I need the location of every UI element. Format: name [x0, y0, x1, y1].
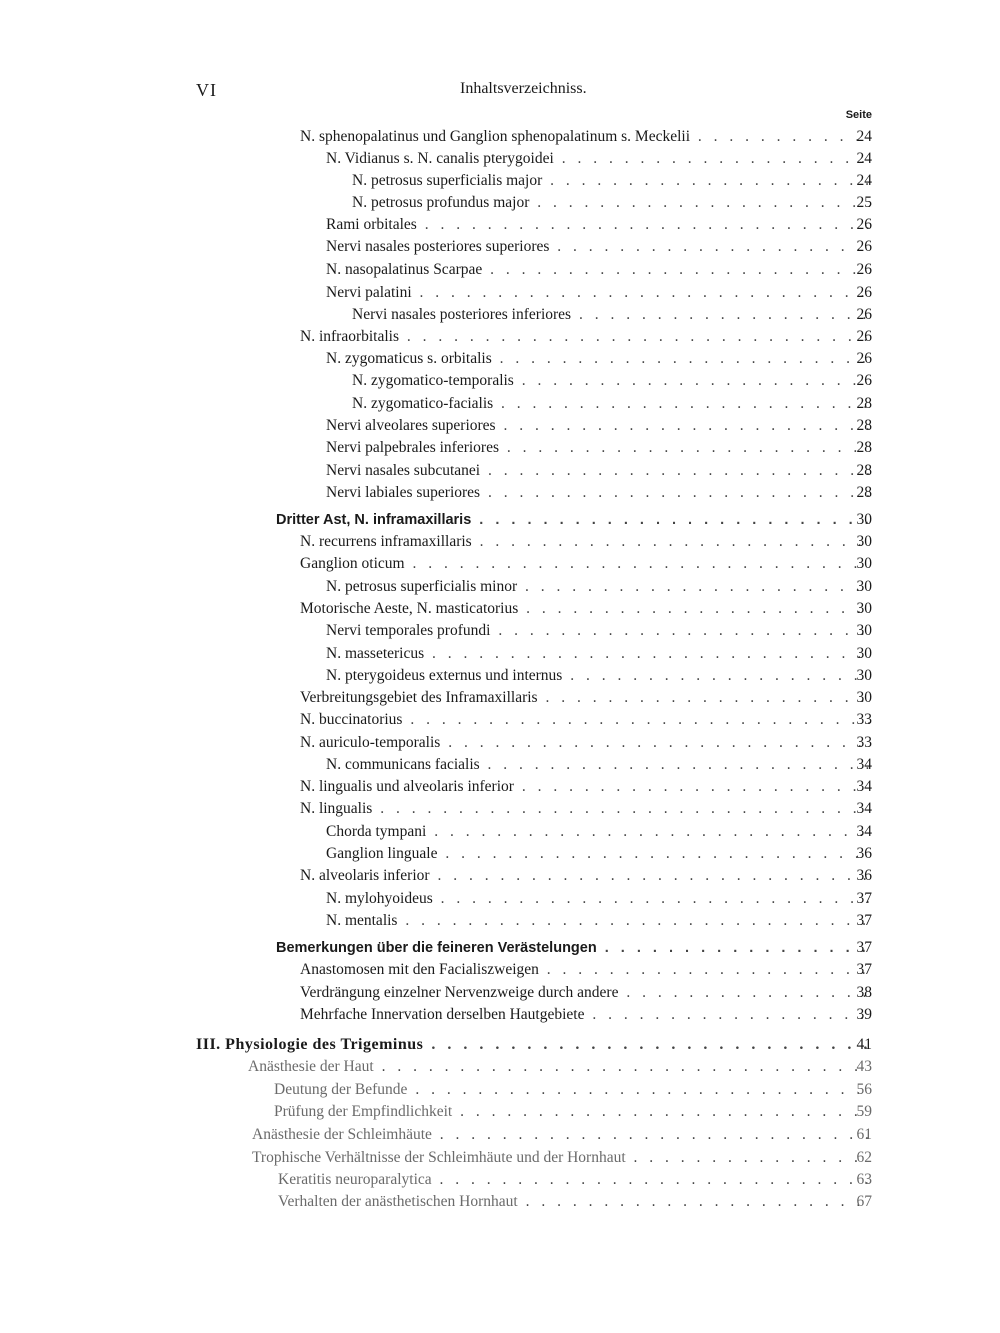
toc-entry-page: 26	[856, 306, 872, 323]
page-column-label: Seite	[845, 109, 872, 121]
toc-entry-title: N. communicans facialis . . .	[326, 754, 870, 776]
toc-entry-page: 30	[856, 578, 872, 595]
toc-entry-page: 67	[856, 1193, 872, 1210]
toc-entry	[0, 1169, 1000, 1191]
toc-entry-title: Anästhesie der Haut . . .	[248, 1056, 870, 1078]
toc-entry	[0, 665, 1000, 687]
toc-entry	[0, 126, 1000, 148]
toc-entry-page: 26	[856, 350, 872, 367]
toc-entry	[0, 598, 1000, 620]
toc-entry-title: Nervi palpebrales inferiores . . .	[326, 437, 870, 459]
toc-entry-page: 37	[856, 890, 872, 907]
toc-entry	[0, 460, 1000, 482]
toc-entry-page: 34	[856, 823, 872, 840]
toc-entry-page: 59	[856, 1103, 872, 1120]
toc-entry-page: 34	[856, 800, 872, 817]
toc-entry-page: 37	[856, 939, 872, 956]
toc-entry-page: 63	[856, 1171, 872, 1188]
toc-entry-title: Verbreitungsgebiet des Inframaxillaris . . .	[300, 687, 870, 709]
toc-entry	[0, 910, 1000, 932]
toc-entry	[0, 236, 1000, 258]
running-title: Inhaltsverzeichniss.	[460, 80, 587, 97]
toc-entry	[0, 348, 1000, 370]
toc-entry-page: 37	[856, 961, 872, 978]
toc-entry-page: 30	[856, 511, 872, 528]
toc-entry	[0, 776, 1000, 798]
toc-entry	[0, 843, 1000, 865]
toc-entry	[0, 709, 1000, 731]
toc-section-heading	[0, 937, 1000, 959]
toc-entry-title: N. buccinatorius . . .	[300, 709, 870, 731]
toc-entry-page: 30	[856, 600, 872, 617]
toc-entry-page: 38	[856, 984, 872, 1001]
toc-entry-page: 30	[856, 689, 872, 706]
toc-entry	[0, 304, 1000, 326]
toc-entry-title: N. sphenopalatinus und Ganglion sphenopalatinum s. Meckelii . . .	[300, 126, 870, 148]
toc-entry-title: N. massetericus . . .	[326, 643, 870, 665]
toc-entry-title: Motorische Aeste, N. masticatorius . . .	[300, 598, 870, 620]
toc-entry-page: 62	[856, 1149, 872, 1166]
toc-entry	[0, 482, 1000, 504]
toc-entry-page: 34	[856, 778, 872, 795]
toc-entry	[0, 1004, 1000, 1026]
toc-entry-page: 34	[856, 756, 872, 773]
toc-entry-page: 24	[856, 150, 872, 167]
toc-entry-title: Ganglion linguale . . .	[326, 843, 870, 865]
toc-entry-title: Nervi labiales superiores . . .	[326, 482, 870, 504]
toc-entry	[0, 1101, 1000, 1123]
toc-entry-title: N. zygomaticus s. orbitalis . . .	[326, 348, 870, 370]
toc-entry	[0, 1191, 1000, 1213]
toc-entry-title: Verdrängung einzelner Nervenzweige durch andere . . .	[300, 982, 870, 1004]
toc-entry-title: Keratitis neuroparalytica . . .	[278, 1169, 870, 1191]
toc-entry-page: 28	[856, 484, 872, 501]
toc-entry	[0, 982, 1000, 1004]
toc-entry	[0, 1056, 1000, 1078]
toc-entry-title: N. infraorbitalis . . .	[300, 326, 870, 348]
toc-entry	[0, 798, 1000, 820]
toc-entry-title: Nervi nasales posteriores superiores . . .	[326, 236, 870, 258]
toc-entry-page: 30	[856, 622, 872, 639]
toc-entry	[0, 393, 1000, 415]
toc-entry-title: Anästhesie der Schleimhäute . . .	[252, 1124, 870, 1146]
toc-entry-title: Nervi palatini . . .	[326, 282, 870, 304]
toc-entry-page: 30	[856, 533, 872, 550]
toc-entry-title: N. auriculo-temporalis . . .	[300, 732, 870, 754]
toc-entry	[0, 531, 1000, 553]
toc-entry-title: N. recurrens inframaxillaris . . .	[300, 531, 870, 553]
toc-entry-page: 28	[856, 417, 872, 434]
toc-entry-page: 26	[856, 261, 872, 278]
toc-entry-page: 61	[856, 1126, 872, 1143]
toc-entry-page: 41	[856, 1036, 872, 1053]
toc-entry-page: 30	[856, 555, 872, 572]
toc-entry-page: 30	[856, 645, 872, 662]
toc-entry-page: 56	[856, 1081, 872, 1098]
toc-entry-title: Nervi temporales profundi . . .	[326, 620, 870, 642]
toc-entry	[0, 170, 1000, 192]
toc-entry-title: N. lingualis und alveolaris inferior . . .	[300, 776, 870, 798]
toc-entry	[0, 326, 1000, 348]
toc-entry-title: N. alveolaris inferior . . .	[300, 865, 870, 887]
toc-entry-page: 26	[856, 284, 872, 301]
toc-entry	[0, 888, 1000, 910]
toc-section-heading	[0, 509, 1000, 531]
toc-entry-page: 33	[856, 734, 872, 751]
toc-entry-page: 24	[856, 172, 872, 189]
toc-entry-title: III. Physiologie des Trigeminus . . .	[196, 1034, 870, 1056]
toc-entry-page: 28	[856, 462, 872, 479]
toc-entry-page: 36	[856, 867, 872, 884]
toc-entry	[0, 754, 1000, 776]
toc-entry	[0, 415, 1000, 437]
toc-entry-page: 37	[856, 912, 872, 929]
toc-entry-page: 26	[856, 328, 872, 345]
toc-entry-page: 33	[856, 711, 872, 728]
toc-entry-title: Nervi nasales posteriores inferiores . . .	[352, 304, 870, 326]
toc-entry-title: N. pterygoideus externus und internus . . .	[326, 665, 870, 687]
toc-entry-title: N. mentalis . . .	[326, 910, 870, 932]
toc-entry	[0, 643, 1000, 665]
toc-entry-title: Deutung der Befunde . . .	[274, 1079, 870, 1101]
toc-entry-page: 30	[856, 667, 872, 684]
toc-entry-page: 24	[856, 128, 872, 145]
toc-entry	[0, 370, 1000, 392]
toc-entry	[0, 865, 1000, 887]
toc-entry-title: N. mylohyoideus . . .	[326, 888, 870, 910]
toc-entry-title: Nervi nasales subcutanei . . .	[326, 460, 870, 482]
toc-entry-title: Dritter Ast, N. inframaxillaris . . .	[276, 509, 870, 531]
toc-entry-title: N. petrosus profundus major . . .	[352, 192, 870, 214]
toc-entry-title: N. lingualis . . .	[300, 798, 870, 820]
toc-entry-page: 28	[856, 395, 872, 412]
toc-entry-title: Verhalten der anästhetischen Hornhaut . . .	[278, 1191, 870, 1213]
toc-entry-title: N. petrosus superficialis minor . . .	[326, 576, 870, 598]
toc-entry	[0, 687, 1000, 709]
toc-entry-page: 43	[856, 1058, 872, 1075]
toc-entry-title: Rami orbitales . . .	[326, 214, 870, 236]
page-number: VI	[196, 80, 217, 100]
toc-entry	[0, 1124, 1000, 1146]
toc-entry-title: N. zygomatico-temporalis . . .	[352, 370, 870, 392]
toc-entry-page: 36	[856, 845, 872, 862]
toc-entry	[0, 821, 1000, 843]
toc-entry-page: 26	[856, 372, 872, 389]
toc-entry-page: 28	[856, 439, 872, 456]
toc-entry-title: Prüfung der Empfindlichkeit . . .	[274, 1101, 870, 1123]
toc-entry	[0, 214, 1000, 236]
toc-entry	[0, 192, 1000, 214]
toc-chapter-heading	[0, 1034, 1000, 1056]
toc-entry-title: Trophische Verhältnisse der Schleimhäute und der Hornhaut . . .	[252, 1147, 870, 1169]
toc-entry-title: Anastomosen mit den Facialiszweigen . . .	[300, 959, 870, 981]
toc-entry	[0, 437, 1000, 459]
toc-entry	[0, 1079, 1000, 1101]
toc-entry-title: Chorda tympani . . .	[326, 821, 870, 843]
toc-entry-page: 39	[856, 1006, 872, 1023]
toc-entry-title: Ganglion oticum . . .	[300, 553, 870, 575]
toc-entry-title: Bemerkungen über die feineren Verästelungen . . .	[276, 937, 870, 959]
toc-entry	[0, 1147, 1000, 1169]
toc-entry	[0, 259, 1000, 281]
toc-entry	[0, 553, 1000, 575]
toc-entry-title: N. nasopalatinus Scarpae . . .	[326, 259, 870, 281]
toc-entry-title: N. zygomatico-facialis . . .	[352, 393, 870, 415]
toc-entry	[0, 282, 1000, 304]
toc-entry-title: Nervi alveolares superiores . . .	[326, 415, 870, 437]
toc-entry-page: 26	[856, 216, 872, 233]
toc-entry	[0, 732, 1000, 754]
toc-entry	[0, 620, 1000, 642]
toc-entry-title: N. petrosus superficialis major . . .	[352, 170, 870, 192]
toc-entry	[0, 959, 1000, 981]
toc-entry-title: Mehrfache Innervation derselben Hautgebiete . . .	[300, 1004, 870, 1026]
toc-entry-title: N. Vidianus s. N. canalis pterygoidei . . .	[326, 148, 870, 170]
toc-entry-page: 26	[856, 238, 872, 255]
toc-entry	[0, 148, 1000, 170]
toc-entry-page: 25	[856, 194, 872, 211]
toc-entry	[0, 576, 1000, 598]
